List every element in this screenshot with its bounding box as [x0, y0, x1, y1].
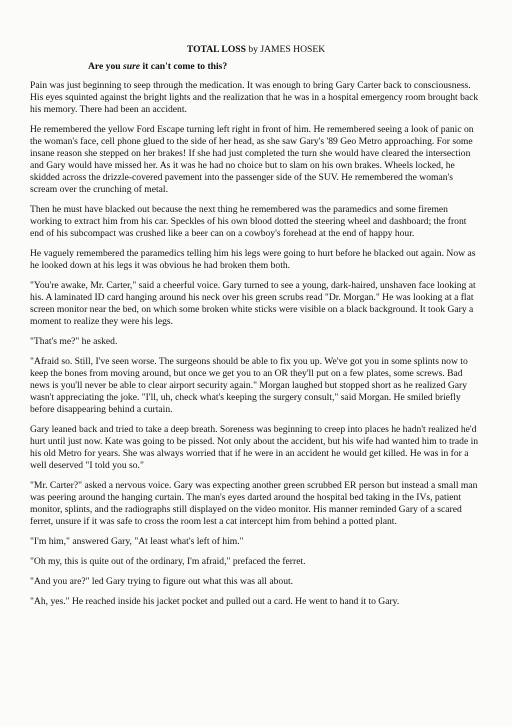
- tagline-post: it can't come to this?: [140, 61, 228, 72]
- paragraph: Then he must have blacked out because the next thing he remembered was the paramedics and some firemen working to extract him from his car. Speckles of his own blood dotted the steering wheel and dashboard; the front end of his subcompact was crushed like a beer can on a cowboy's forehead at the end of happy hour.: [30, 204, 467, 239]
- story-title: [30, 44, 482, 56]
- paragraph: He remembered the yellow Ford Escape turning left right in front of him. He remembered seeing a look of panic on the woman's face, cell phone glued to the side of her head, as she saw Gary's '89 Geo Metro approaching. For some insane reason she stepped on her brakes! If she had just completed the turn she would have cleared the intersection and Gary would have missed her. As it was he had no choice but to slam on his own brakes. Wheels locked, he skidded across the drizzle-covered pavement into the passenger side of the SUV. He remembered the woman's scream over the crunching of metal.: [30, 124, 474, 195]
- paragraph: "Afraid so. Still, I've seen worse. The surgeons should be able to fix you up. We've got you in some splints now to keep the bones from moving around, but once we get you to an OR they'll put on a few plates, some screws. Bad news is you'll never be able to clear airport security again." Morgan laughed but stopped short as he realized Gary wasn't appreciating the joke. "I'll, uh, check what's keeping the surgery consult," said Morgan. He smiled briefly before disappearing behind a curtain.: [30, 356, 468, 415]
- paragraph: "That's me?" he asked.: [30, 336, 118, 347]
- paragraph: He vaguely remembered the paramedics telling him his legs were going to hurt before he blacked out again. Now as he looked down at his legs it was obvious he had broken them both.: [30, 248, 476, 271]
- tagline-emphasis: sure: [123, 61, 141, 72]
- paragraph: "Oh my, this is quite out of the ordinary, I'm afraid," prefaced the ferret.: [30, 556, 306, 567]
- paragraph: Gary leaned back and tried to take a deep breath. Soreness was beginning to creep into places he hadn't realized he'd hurt until just now. Kate was going to be pissed. Not only about the accident, but his wife had wanted him to trade in his old Metro for years. She was always worried that if he were in an accident he would get killed. He was in for a well deserved "I told you so.": [30, 424, 479, 471]
- paragraph: "You're awake, Mr. Carter," said a cheerful voice. Gary turned to see a young, dark-haired, unshaven face looking at his. A laminated ID card hanging around his neck over his green scrubs read "Dr. Morgan." He was looking at a flat screen monitor near the bed, on which some broken white sticks were visible on a black background. It took Gary a moment to realize they were his legs.: [30, 280, 476, 327]
- byline: by JAMES HOSEK: [245, 44, 326, 55]
- paragraph: "And you are?" led Gary trying to figure out what this was all about.: [30, 576, 294, 587]
- story-tagline: [88, 61, 482, 73]
- title-text: TOTAL LOSS: [186, 44, 246, 55]
- tagline-pre: Are you: [88, 61, 123, 72]
- paragraph: "Mr. Carter?" asked a nervous voice. Gary was expecting another green scrubbed ER person but instead a small man was peering around the hanging curtain. The man's eyes darted around the hospital bed taking in the IVs, patient monitor, splints, and the radiographs still displayed on the video monitor. His manner reminded Gary of a scared ferret, unsure if it was safe to cross the room lest a cat intercept him from behind a potted plant.: [30, 480, 478, 527]
- paragraph: "Ah, yes." He reached inside his jacket pocket and pulled out a card. He went to hand it to Gary.: [30, 596, 400, 607]
- paragraph: "I'm him," answered Gary, "At least what's left of him.": [30, 536, 244, 547]
- paragraph: Pain was just beginning to seep through the medication. It was enough to bring Gary Carter back to consciousness. His eyes squinted against the bright lights and the realization that he was in a hospital emergency room brought back his memory. There had been an accident.: [30, 80, 479, 115]
